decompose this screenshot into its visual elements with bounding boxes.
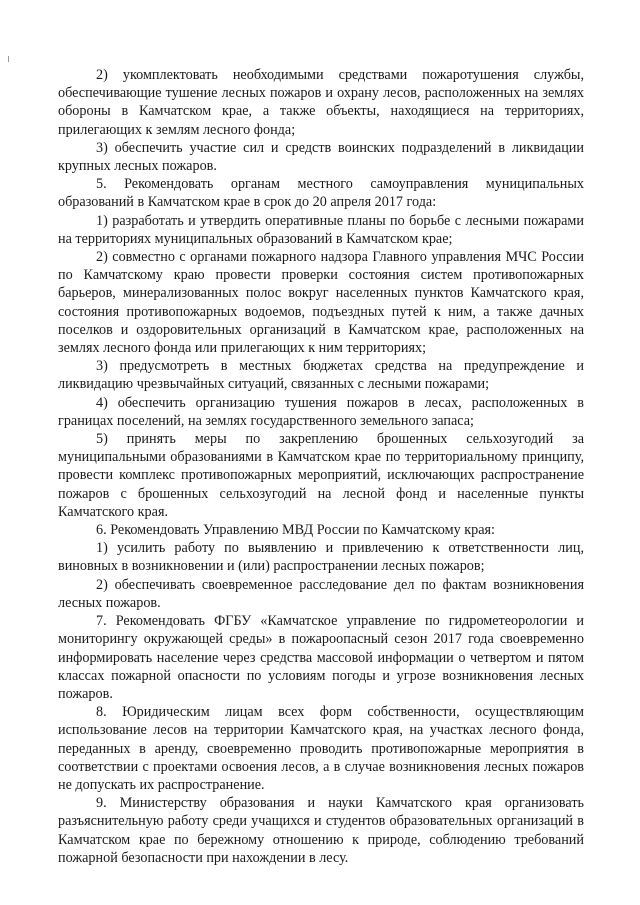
paragraph-item-7-hydrometeorology: 7. Рекомендовать ФГБУ «Камчатское управление по гидрометеорологии и мониторингу окружающей среды» в пожароопасный сезон 2017 года своевременно информировать население через средства массовой информации о четвертом и пятом классах пожарной опасности по условиям погоды и угрозе возникновения лесных пожаров. — [58, 613, 584, 702]
paragraph-6-1-liability: 1) усилить работу по выявлению и привлечению к ответственности лиц, виновных в возникновении и (или) распространении лесных пожаров; — [58, 540, 584, 575]
paragraph-5-4-firefighting-organization: 4) обеспечить организацию тушения пожаров в лесах, расположенных в границах поселений, на землях государственного земельного запаса; — [58, 394, 584, 429]
paragraph-item-9-education-ministry: 9. Министерству образования и науки Камчатского края организовать разъяснительную работу среди учащихся и студентов образовательных организаций в Камчатском крае по бережному отношению к природе, соблюдению требований пожарной безопасности при нахождении в лесу. — [58, 795, 584, 866]
paragraph-item-6-police: 6. Рекомендовать Управлению МВД России по Камчатскому края: — [96, 522, 495, 539]
paragraph-item-5-local-government: 5. Рекомендовать органам местного самоуправления муниципальных образований в Камчатском крае в срок до 20 апреля 2017 года: — [58, 176, 584, 211]
paragraph-6-2-investigation: 2) обеспечивать своевременное расследование дел по фактам возникновения лесных пожаров. — [58, 576, 584, 611]
paragraph-item-8-legal-entities: 8. Юридическим лицам всех форм собственности, осуществляющим использование лесов на территории Камчатского края, на участках лесного фонда, переданных в аренду, своевременно проводить противопожарные мероприятия в соответствии с проектами освоения лесов, а в случае возникновения лесных пожаров не допускать их распространение. — [58, 704, 584, 793]
document-page — [58, 66, 584, 867]
paragraph-5-3-budgets: 3) предусмотреть в местных бюджетах средства на предупреждение и ликвидацию чрезвычайных ситуаций, связанных с лесными пожарами; — [58, 358, 584, 393]
paragraph-2-equip-services: 2) укомплектовать необходимыми средствами пожаротушения службы, обеспечивающие тушение лесных пожаров и охрану лесов, расположенных на землях обороны в Камчатском крае, а также объекты, находящиеся на территориях, прилегающих к землям лесного фонда; — [58, 67, 584, 138]
paragraph-3-military-units: 3) обеспечить участие сил и средств воинских подразделений в ликвидации крупных лесных пожаров. — [58, 139, 584, 175]
scan-margin-mark — [8, 56, 9, 62]
paragraph-5-5-abandoned-farmland: 5) принять меры по закреплению брошенных сельхозугодий за муниципальными образованиями в Камчатском крае по территориальному принципу, провести комплекс противопожарных мероприятий, исключающих распространение пожаров с брошенных сельхозугодий на лесной фонд и населенные пункты Камчатского края. — [58, 431, 584, 520]
paragraph-5-1-operational-plans: 1) разработать и утвердить оперативные планы по борьбе с лесными пожарами на территориях муниципальных образований в Камчатском крае; — [58, 212, 584, 247]
paragraph-5-2-inspections: 2) совместно с органами пожарного надзора Главного управления МЧС России по Камчатскому краю провести проверки состояния систем противопожарных барьеров, минерализованных полос вокруг населенных пунктов Камчатского края, состояния противопожарных водоемов, подъездных путей к ним, а также дачных поселков и оздоровительных организаций в Камчатском крае, расположенных на землях лесного фонда или прилегающих к ним территориях; — [58, 249, 584, 357]
